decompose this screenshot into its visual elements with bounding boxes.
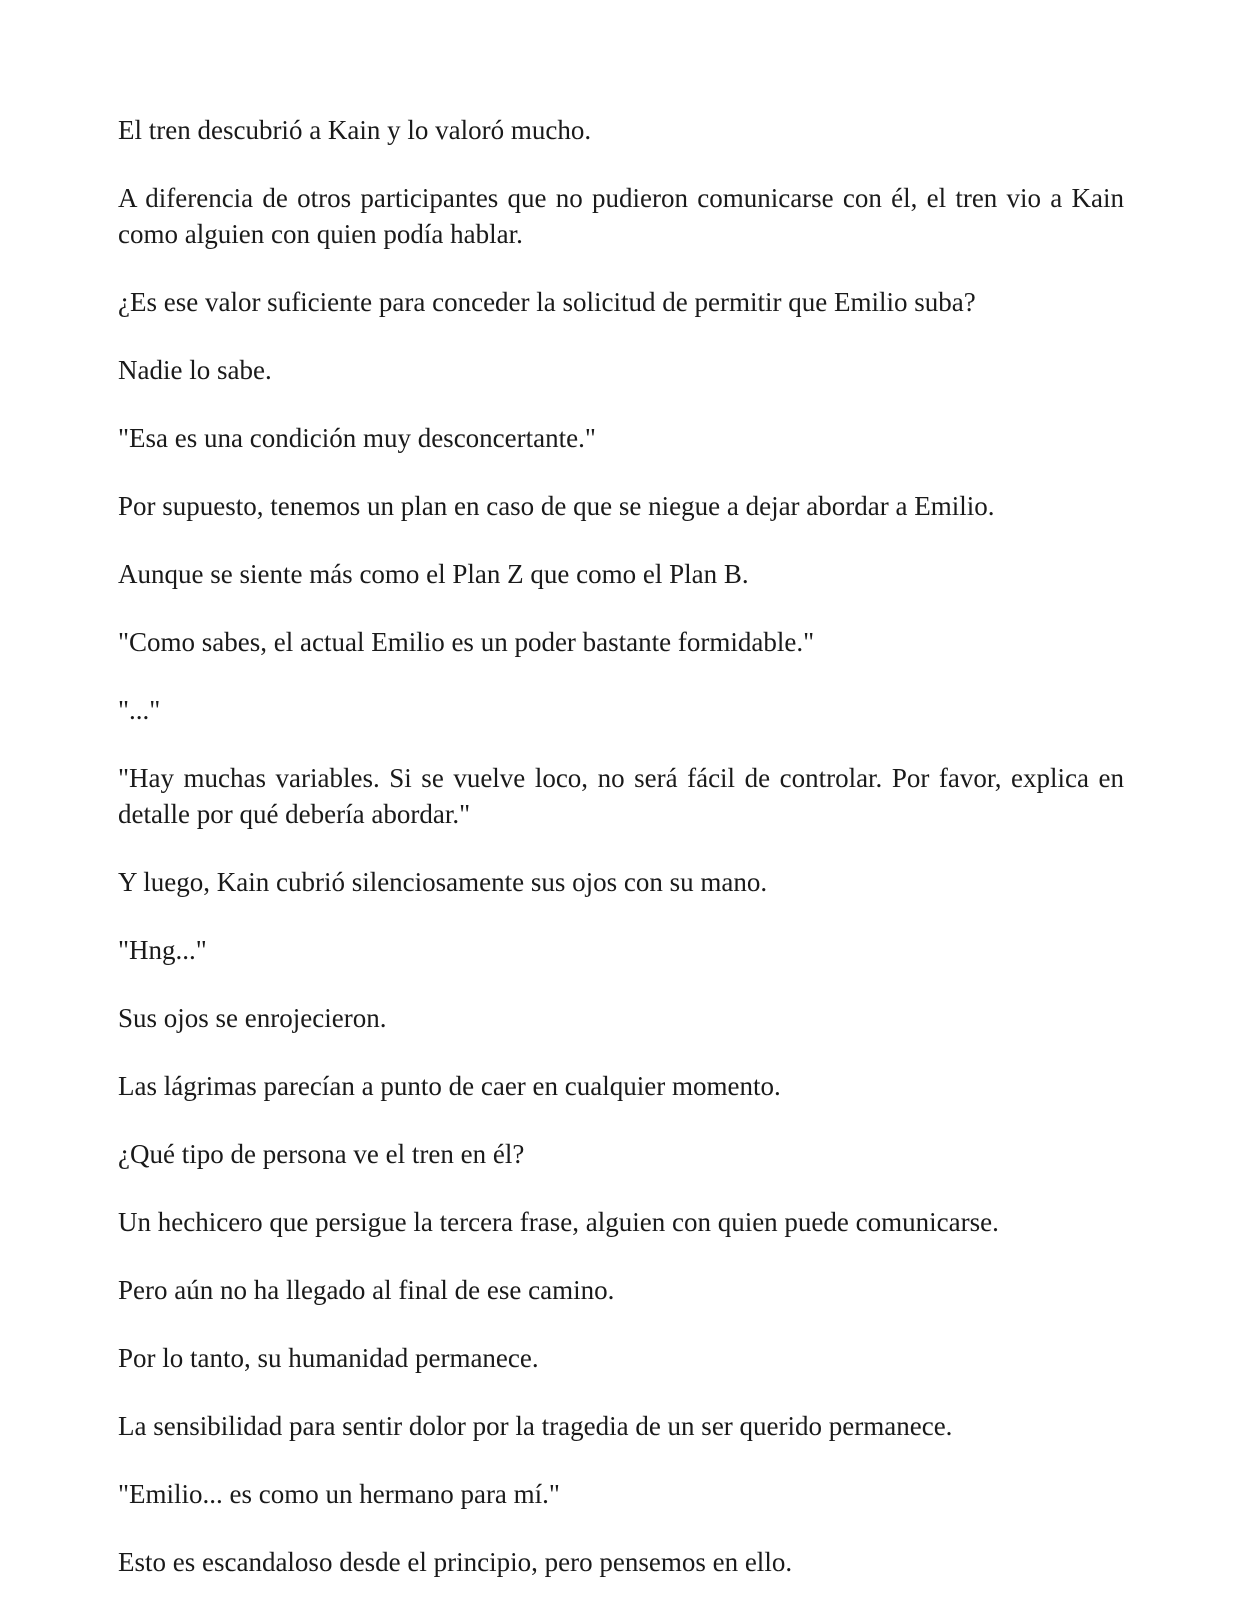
paragraph: Por supuesto, tenemos un plan en caso de que se niegue a dejar abordar a Emilio. [118, 491, 995, 521]
paragraph: La sensibilidad para sentir dolor por la tragedia de un ser querido permanece. [118, 1411, 953, 1441]
paragraph: Aunque se siente más como el Plan Z que como el Plan B. [118, 559, 749, 589]
paragraph: ¿Qué tipo de persona ve el tren en él? [118, 1139, 525, 1169]
paragraph: Sus ojos se enrojecieron. [118, 1003, 387, 1033]
paragraph: "Emilio... es como un hermano para mí." [118, 1479, 560, 1509]
paragraph: "Esa es una condición muy desconcertante." [118, 423, 596, 453]
paragraph: El tren descubrió a Kain y lo valoró mucho. [118, 115, 592, 145]
paragraph: Las lágrimas parecían a punto de caer en cualquier momento. [118, 1071, 781, 1101]
paragraph: Nadie lo sabe. [118, 355, 272, 385]
paragraph: "..." [118, 695, 161, 725]
paragraph: A diferencia de otros participantes que no pudieron comunicarse con él, el tren vio a Kain como alguien con quien podía hablar. [118, 183, 1124, 249]
paragraph: Pero aún no ha llegado al final de ese camino. [118, 1275, 615, 1305]
paragraph: Esto es escandaloso desde el principio, pero pensemos en ello. [118, 1547, 793, 1577]
paragraph: Un hechicero que persigue la tercera frase, alguien con quien puede comunicarse. [118, 1207, 999, 1237]
document-body [118, 112, 1124, 1612]
paragraph: "Hng..." [118, 935, 207, 965]
paragraph: ¿Es ese valor suficiente para conceder la solicitud de permitir que Emilio suba? [118, 287, 976, 317]
paragraph: Y luego, Kain cubrió silenciosamente sus ojos con su mano. [118, 867, 768, 897]
paragraph: "Hay muchas variables. Si se vuelve loco, no será fácil de controlar. Por favor, explica en detalle por qué debería abordar." [118, 763, 1124, 829]
paragraph: "Como sabes, el actual Emilio es un poder bastante formidable." [118, 627, 815, 657]
paragraph: Por lo tanto, su humanidad permanece. [118, 1343, 539, 1373]
